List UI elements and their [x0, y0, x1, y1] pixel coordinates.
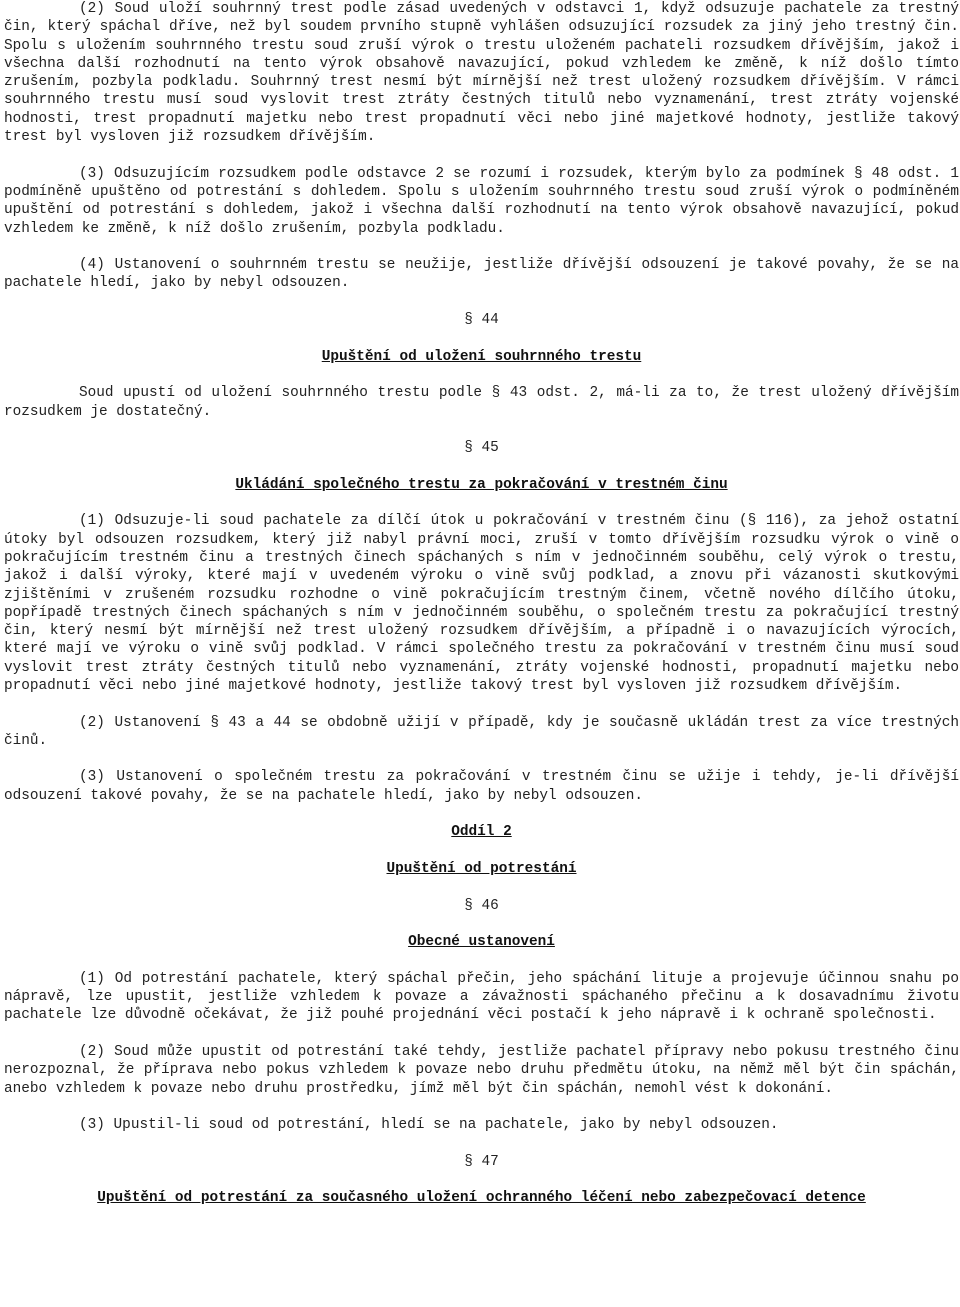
section-47-title: Upuštění od potrestání za současného uložení ochranného léčení nebo zabezpečovací detence [97, 1190, 866, 1207]
division-title: Upuštění od potrestání [386, 860, 577, 877]
paragraph-45-2: (2) Ustanovení § 43 a 44 se obdobně užijí v případě, kdy je současně ukládán trest za více trestných činů. [4, 714, 959, 749]
section-44-title: Upuštění od uložení souhrnného trestu [321, 348, 642, 365]
paragraph-46-1: (1) Od potrestání pachatele, který spáchal přečin, jeho spáchání lituje a projevuje účinnou snahu po nápravě, lze upustit, jestliže vzhledem k povaze a závažnosti spáchaného přečinu a k dosavadnímu životu pachatele lze důvodně očekávat, že již pouhé projednání věci postačí k jeho nápravě i k ochraně společnosti. [4, 970, 959, 1024]
section-45-number: § 45 [464, 440, 499, 457]
paragraph-45-3: (3) Ustanovení o společném trestu za pokračování v trestném činu se užije i tehdy, je-li dřívější odsouzení takové povahy, že se na pachatele hledí, jako by nebyl odsouzen. [4, 769, 959, 804]
paragraph-43-3: (3) Odsuzujícím rozsudkem podle odstavce 2 se rozumí i rozsudek, kterým bylo za podmínek § 48 odst. 1 podmíněně upuštěno od potrestání s dohledem. Spolu s uložením souhrnného trestu soud zruší výrok o podmíněném upuštění od potrestání s dohledem, jakož i všechna další rozhodnutí na tento výrok obsahově navazující, pokud vzhledem ke změně, k níž došlo zrušením, pozbyla podkladu. [4, 165, 959, 237]
division-label: Oddíl 2 [451, 824, 512, 841]
paragraph-43-4: (4) Ustanovení o souhrnném trestu se neužije, jestliže dřívější odsouzení je takové povahy, že se na pachatele hledí, jako by nebyl odsouzen. [4, 257, 959, 292]
paragraph-44: Soud upustí od uložení souhrnného trestu podle § 43 odst. 2, má-li za to, že trest uložený dřívějším rozsudkem je dostatečný. [4, 385, 959, 420]
paragraph-45-1: (1) Odsuzuje-li soud pachatele za dílčí útok u pokračování v trestném činu (§ 116), za jehož ostatní útoky byl odsouzen rozsudkem, který již nabyl právní moci, zruší v tomto dřívějším rozsudku výrok o vině o pokračujícím trestném činu a trestných činech spáchaných s ním v jednočinném souběhu, celý výrok o trestu, jakož i další výroky, které mají v uvedeném výroku o vině svůj podklad, a znovu při vázanosti skutkovými zjištěními v zrušeném rozsudku rozhodne o vině pokračujícím trestným činem, včetně nového dílčího útoku, popřípadě trestných činech spáchaných s ním v jednočinném souběhu, o společném trestu za pokračující trestný čin, který nesmí být mírnější než trest uložený rozsudkem dřívějším, a případně i o navazujících výrocích, které mají ve výroku o vině svůj podklad. V rámci společného trestu za pokračování v trestném činu musí soud vyslovit trest ztráty čestných titulů nebo vyznamenání, ztráty vojenské hodnosti, propadnutí majetku nebo propadnutí věci nebo jiné majetkové hodnoty, jestliže takový trest byl vysloven již rozsudkem dřívějším. [4, 513, 959, 694]
document-page [4, 0, 959, 1226]
paragraph-43-2: (2) Soud uloží souhrnný trest podle zásad uvedených v odstavci 1, když odsuzuje pachatele za trestný čin, který spáchal dříve, než byl soudem prvního stupně vyhlášen odsuzující rozsudek za jiný jeho trestný čin. Spolu s uložením souhrnného trestu soud zruší výrok o trestu uloženém pachateli rozsudkem dřívějším, jakož i všechna další rozhodnutí na tento výrok obsahově navazující, pokud vzhledem ke změně, k níž došlo tímto zrušením, pozbyla podkladu. Souhrnný trest nesmí být mírnější než trest uložený rozsudkem dřívějším. V rámci souhrnného trestu musí soud vyslovit trest ztráty čestných titulů nebo vyznamenání, trest ztráty vojenské hodnosti, trest propadnutí majetku nebo trest propadnutí věci nebo jiné majetkové hodnoty, jestliže takový trest byl vysloven již rozsudkem dřívějším. [4, 1, 959, 146]
section-46-number: § 46 [464, 897, 499, 914]
section-45-title: Ukládání společného trestu za pokračování v trestném činu [235, 476, 728, 493]
section-44-number: § 44 [464, 312, 499, 329]
section-46-title: Obecné ustanovení [408, 934, 555, 951]
paragraph-46-2: (2) Soud může upustit od potrestání také tehdy, jestliže pachatel přípravy nebo pokusu trestného činu nerozpoznal, že příprava nebo pokus vzhledem k povaze nebo druhu předmětu útoku, na němž měl být čin spáchán, anebo vzhledem k povaze nebo druhu prostředku, jímž měl být čin spáchán, nemohl vést k dokonání. [4, 1043, 959, 1097]
section-47-number: § 47 [464, 1153, 499, 1170]
paragraph-46-3: (3) Upustil-li soud od potrestání, hledí se na pachatele, jako by nebyl odsouzen. [79, 1117, 779, 1134]
